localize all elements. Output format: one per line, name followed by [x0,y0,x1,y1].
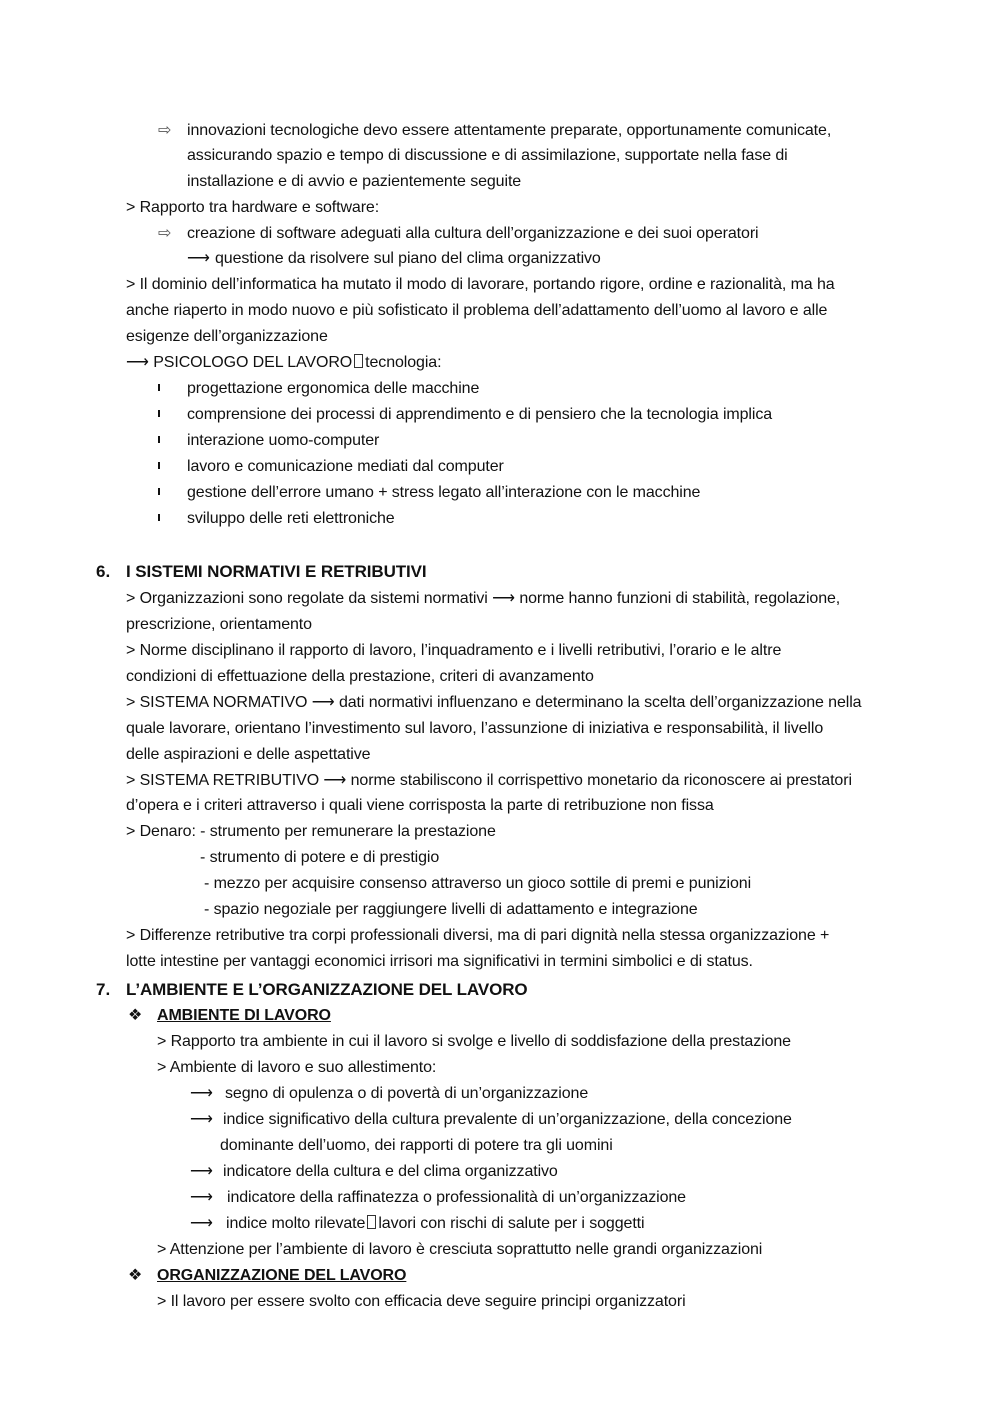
section-number: 7. [96,980,111,999]
open-arrow-icon: ⇨ [158,122,172,139]
text-span: lavori con rischi di salute per i soggetti [378,1215,645,1232]
text-line: assicurando spazio e tempo di discussione e di assimilazione, supportate nella fase di [187,147,788,164]
missing-glyph-icon [367,1215,376,1229]
section-heading: I SISTEMI NORMATIVI E RETRIBUTIVI [126,562,427,581]
text-span: > SISTEMA RETRIBUTIVO [126,772,320,789]
text-line: esigenze dell’organizzazione [126,328,328,345]
list-item: segno di opulenza o di povertà di un’organizzazione [225,1085,589,1102]
text-span: norme hanno funzioni di stabilità, regolazione, [519,590,841,607]
bullet-icon [158,488,160,495]
text-line: - mezzo per acquisire consenso attraverso un gioco sottile di premi e punizioni [204,875,752,892]
text-span: tecnologia: [365,354,442,371]
text-line: > Norme disciplinano il rapporto di lavoro, l’inquadramento e i livelli retributivi, l’orario e le altre [126,642,782,659]
text-line: > Differenze retributive tra corpi professionali diversi, ma di pari dignità nella stessa organizzazione + [126,927,830,944]
text-span: norme stabiliscono il corrispettivo monetario da riconoscere ai prestatori [350,772,852,789]
text-line [126,692,861,714]
list-item: indicatore della raffinatezza o professionalità di un’organizzazione [227,1189,686,1206]
long-arrow-icon: ⟶ [190,1215,213,1232]
list-item [226,1213,644,1235]
list-item: comprensione dei processi di apprendimento e di pensiero che la tecnologia implica [187,406,773,423]
list-item: indice significativo della cultura prevalente di un’organizzazione, della concezione [223,1111,792,1128]
text-line: condizioni di effettuazione della prestazione, criteri di avanzamento [126,668,594,685]
text-line: d’opera e i criteri attraverso i quali viene corrisposta la parte di retribuzione non fissa [126,797,714,814]
text-line: anche riaperto in modo nuovo e più sofisticato il problema dell’adattamento dell’uomo al lavoro e alle [126,302,828,319]
list-item: interazione uomo-computer [187,432,380,449]
text-line: lotte intestine per vantaggi economici irrisori ma significativi in termini simbolici e di status. [126,953,753,970]
section-number: 6. [96,562,111,581]
text-line: > Il lavoro per essere svolto con efficacia deve seguire principi organizzatori [157,1293,686,1310]
text-line: > Denaro: - strumento per remunerare la prestazione [126,823,496,840]
bullet-icon [158,436,160,443]
long-arrow-icon: ⟶ [492,590,515,607]
bullet-icon [158,384,160,391]
long-arrow-icon: ⟶ [126,354,149,371]
list-item: sviluppo delle reti elettroniche [187,510,395,527]
text-line: innovazioni tecnologiche devo essere attentamente preparate, opportunamente comunicate, [187,122,832,139]
subsection-heading: AMBIENTE DI LAVORO [157,1007,331,1024]
long-arrow-icon: ⟶ [190,1189,213,1206]
text-span: dati normativi influenzano e determinano la scelta dell’organizzazione nella [338,694,862,711]
bullet-icon [158,514,160,521]
long-arrow-icon: ⟶ [187,250,210,267]
missing-glyph-icon [354,354,363,368]
long-arrow-icon: ⟶ [323,772,347,789]
text-line [126,588,840,610]
text-line: > Rapporto tra hardware e software: [126,199,380,216]
text-line: installazione e di avvio e pazientemente seguite [187,173,522,190]
text-line: delle aspirazioni e delle aspettative [126,746,371,763]
list-item: gestione dell’errore umano + stress legato all’interazione con le macchine [187,484,701,501]
text-line: quale lavorare, orientano l’investimento sul lavoro, l’assunzione di iniziativa e responsabilità, il livello [126,720,824,737]
text-line [126,352,441,374]
bullet-icon [158,462,160,469]
text-span: PSICOLOGO DEL LAVORO [153,354,353,371]
long-arrow-icon: ⟶ [311,694,335,711]
bullet-icon [158,410,160,417]
text-line: > Ambiente di lavoro e suo allestimento: [157,1059,437,1076]
text-line: prescrizione, orientamento [126,616,312,633]
text-line [126,770,852,792]
diamond-bullet-icon: ❖ [128,1267,143,1284]
section-heading: L’AMBIENTE E L’ORGANIZZAZIONE DEL LAVORO [126,980,528,999]
long-arrow-icon: ⟶ [190,1163,213,1180]
long-arrow-icon: ⟶ [190,1111,213,1128]
list-item: indicatore della cultura e del clima organizzativo [223,1163,558,1180]
text-line: creazione di software adeguati alla cultura dell’organizzazione e dei suoi operatori [187,225,759,242]
list-item: progettazione ergonomica delle macchine [187,380,480,397]
text-span: indice molto rilevate [226,1215,366,1232]
text-line: > Il dominio dell’informatica ha mutato il modo di lavorare, portando rigore, ordine e razionalità, ma ha [126,276,835,293]
text-line: > Rapporto tra ambiente in cui il lavoro si svolge e livello di soddisfazione della prestazione [157,1033,791,1050]
text-line: - spazio negoziale per raggiungere livelli di adattamento e integrazione [204,901,698,918]
text-span: > Organizzazioni sono regolate da sistemi normativi [126,590,488,607]
open-arrow-icon: ⇨ [158,225,172,242]
text-span: > SISTEMA NORMATIVO [126,694,308,711]
diamond-bullet-icon: ❖ [128,1007,143,1024]
text-line: - strumento di potere e di prestigio [200,849,440,866]
list-item: lavoro e comunicazione mediati dal computer [187,458,504,475]
text-line: questione da risolvere sul piano del clima organizzativo [215,250,601,267]
text-line: > Attenzione per l’ambiente di lavoro è cresciuta soprattutto nelle grandi organizzazioni [157,1241,763,1258]
long-arrow-icon: ⟶ [190,1085,213,1102]
subsection-heading: ORGANIZZAZIONE DEL LAVORO [157,1267,407,1284]
text-line: dominante dell’uomo, dei rapporti di potere tra gli uomini [220,1137,613,1154]
